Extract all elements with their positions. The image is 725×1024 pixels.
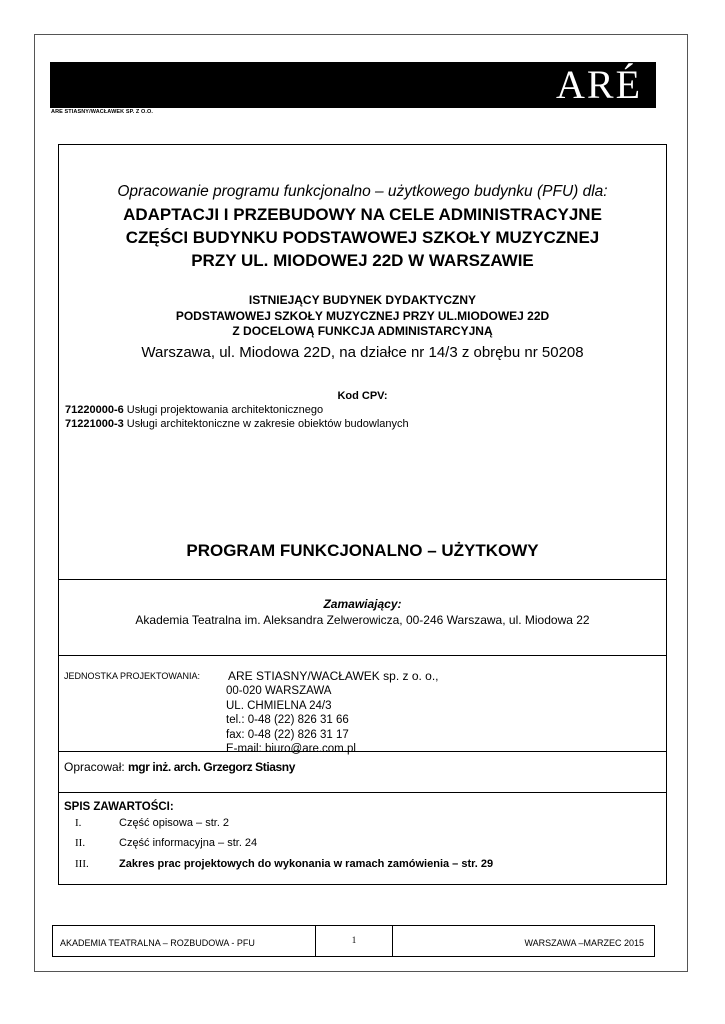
toc-text: Część opisowa – str. 2 xyxy=(119,817,230,829)
main-title xyxy=(59,203,666,272)
header-bar xyxy=(50,62,656,108)
company-name-small: ARE STIASNY/WACŁAWEK SP. Z O.O. xyxy=(51,109,154,115)
company-logo: ARÉ xyxy=(556,62,642,107)
design-unit-section xyxy=(59,656,666,755)
cpv-code: 71220000-6 xyxy=(65,404,124,416)
client-label: Zamawiający: xyxy=(323,597,402,611)
cover-table xyxy=(58,144,667,885)
building-line: PODSTAWOWEJ SZKOŁY MUZYCZNEJ PRZY UL.MIODOWEJ 22D xyxy=(175,308,550,323)
title-section xyxy=(59,145,666,580)
author-line xyxy=(64,760,295,774)
cpv-item xyxy=(65,418,409,432)
contact-line: fax: 0-48 (22) 826 31 17 xyxy=(226,728,349,741)
page-number: 1 xyxy=(315,925,393,957)
cpv-list xyxy=(65,404,409,431)
cpv-code: 71221000-3 xyxy=(65,417,124,430)
client-section xyxy=(59,580,666,656)
author-label: Opracował: xyxy=(64,760,129,774)
cpv-label: Kod CPV: xyxy=(337,390,388,402)
cpv-desc: Usługi architektoniczne w zakresie obiektów budowlanych xyxy=(123,417,409,430)
author-section xyxy=(59,752,666,793)
design-unit-contact xyxy=(226,684,356,757)
contact-line: UL. CHMIELNA 24/3 xyxy=(226,699,332,712)
intro-text: Opracowanie programu funkcjonalno – użytkowego budynku (PFU) dla: xyxy=(117,183,608,200)
main-title-line: PRZY UL. MIODOWEJ 22D W WARSZAWIE xyxy=(191,251,534,270)
footer-right: WARSZAWA –MARZEC 2015 xyxy=(524,938,644,948)
client-value: Akademia Teatralna im. Aleksandra Zelwerowicza, 00-246 Warszawa, ul. Miodowa 22 xyxy=(135,613,590,627)
toc-number: III. xyxy=(75,858,89,870)
toc-section xyxy=(59,793,666,885)
site-address: Warszawa, ul. Miodowa 22D, na działce nr 14/3 z obrębu nr 50208 xyxy=(141,344,584,361)
author-name: mgr inż. arch. Grzegorz Stiasny xyxy=(128,760,296,774)
toc-text: Zakres prac projektowych do wykonania w ramach zamówienia – str. 29 xyxy=(119,858,494,870)
cpv-item xyxy=(65,404,409,418)
contact-line: tel.: 0-48 (22) 826 31 66 xyxy=(226,714,349,726)
design-unit-label: JEDNOSTKA PROJEKTOWANIA: xyxy=(64,671,201,681)
contact-line: E-mail: biuro@are.com.pl xyxy=(226,743,356,755)
toc-number: II. xyxy=(75,837,86,849)
contact-line: 00-020 WARSZAWA xyxy=(226,685,332,697)
cpv-desc: Usługi projektowania architektonicznego xyxy=(123,404,324,416)
building-line: ISTNIEJĄCY BUDYNEK DYDAKTYCZNY xyxy=(248,293,477,307)
building-description xyxy=(59,293,666,340)
building-line: Z DOCELOWĄ FUNKCJA ADMINISTARCYJNĄ xyxy=(232,324,493,338)
design-unit-name: ARE STIASNY/WACŁAWEK sp. z o. o., xyxy=(228,669,439,683)
toc-title: SPIS ZAWARTOŚCI: xyxy=(64,801,174,813)
toc-text: Część informacyjna – str. 24 xyxy=(119,837,258,849)
program-title: PROGRAM FUNKCJONALNO – UŻYTKOWY xyxy=(186,541,539,560)
main-title-line: ADAPTACJI I PRZEBUDOWY NA CELE ADMINISTRACYJNE xyxy=(123,205,602,224)
main-title-line: CZĘŚCI BUDYNKU PODSTAWOWEJ SZKOŁY MUZYCZNEJ xyxy=(125,228,600,247)
toc-number: I. xyxy=(75,817,82,829)
footer-left: AKADEMIA TEATRALNA – ROZBUDOWA - PFU xyxy=(60,938,255,948)
page-footer xyxy=(52,925,655,957)
